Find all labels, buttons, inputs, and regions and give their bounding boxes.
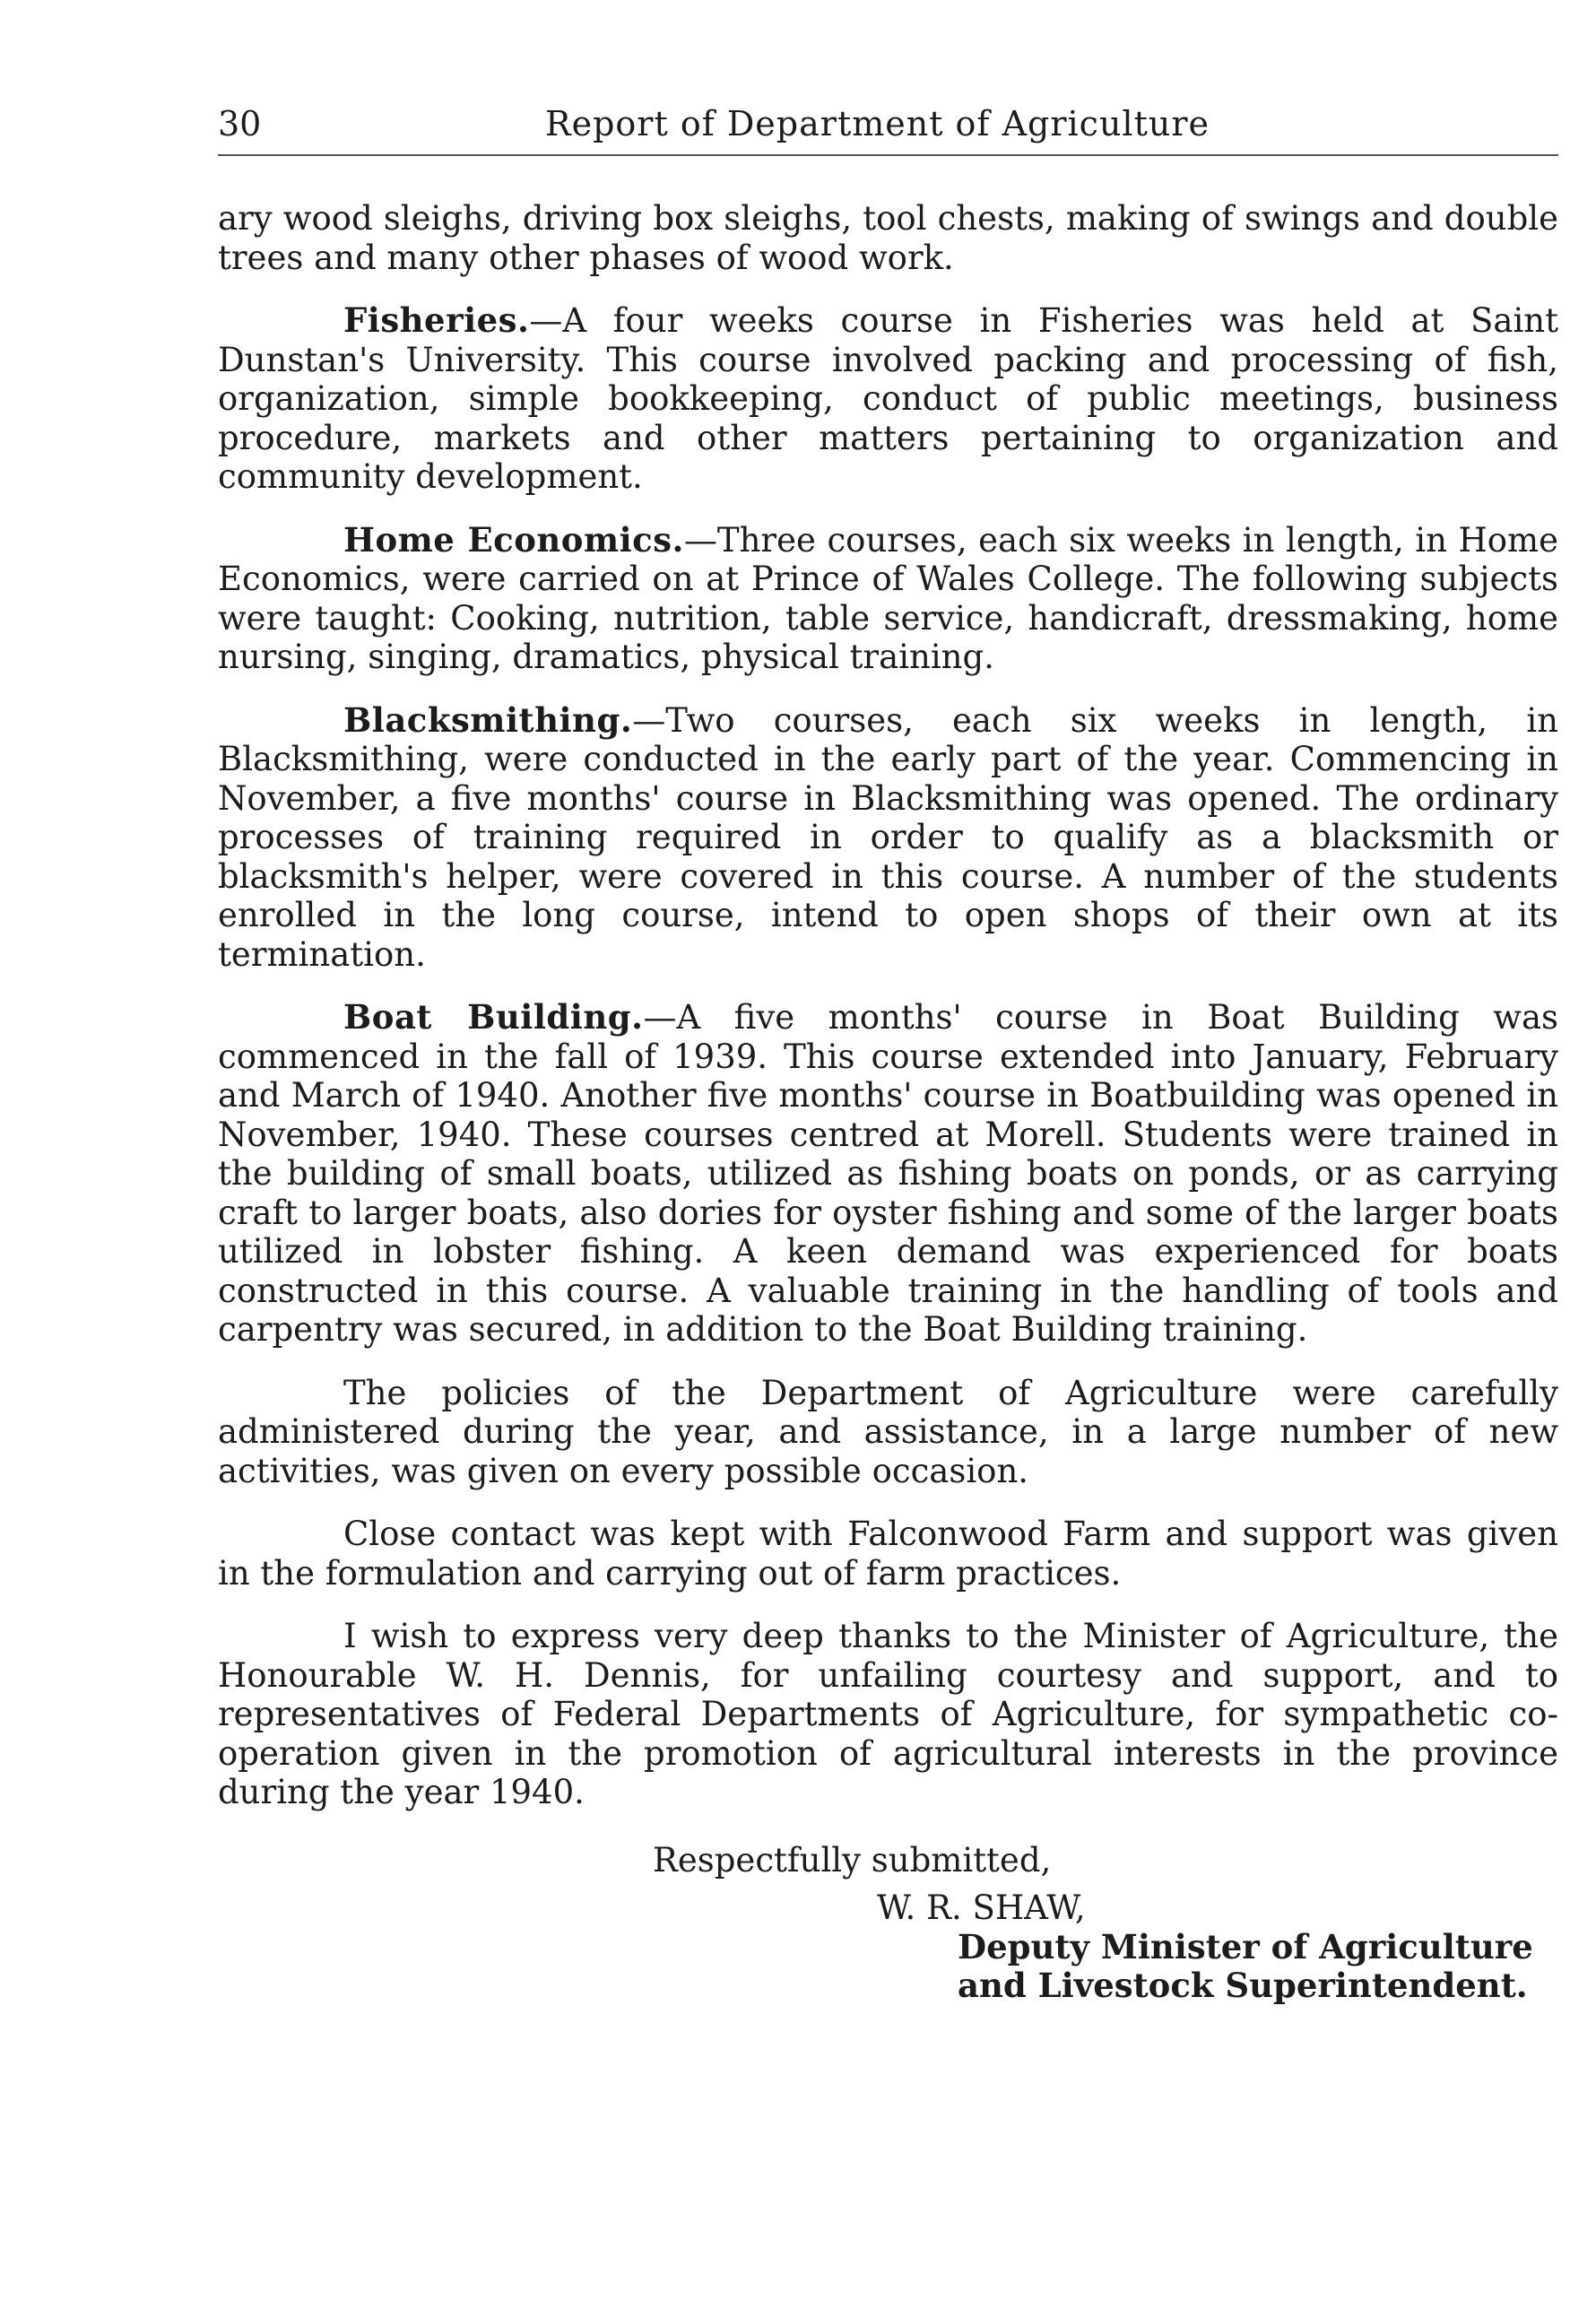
salutation: Respectfully submitted, — [653, 1840, 1052, 1880]
section-heading: Blacksmithing. — [343, 699, 633, 740]
signer-title-line-2: and Livestock Superintendent. — [958, 1966, 1528, 2005]
section-heading: Fisheries. — [343, 300, 530, 340]
closing-block — [218, 1841, 1558, 2006]
paragraph-text: —A four weeks course in Fisheries was held at Saint Dunstan's University. This course involved packing and processing of fish, organization, simple bookkeeping, conduct of public meetings, business procedure, markets and other matters pertaining to organization and community development. — [218, 301, 1558, 496]
page-number: 30 — [218, 104, 262, 143]
paragraph-continuation — [218, 199, 1558, 277]
paragraph-text: —Three courses, each six weeks in length, in Home Economics, were carried on at Prince of Wales College. The following subjects were taught: Cooking, nutrition, table service, handicraft, dressmaking, home nursing, singing, dramatics, physical training. — [218, 520, 1558, 676]
paragraph-blacksmithing — [218, 701, 1558, 975]
running-title: Report of Department of Agriculture — [545, 104, 1210, 143]
page-header — [218, 97, 1558, 156]
paragraph-home-economics — [218, 521, 1558, 677]
paragraph-text: —A five months' course in Boat Building was commenced in the fall of 1939. This course extended into January, February and March of 1940. Another five months' course in Boatbuilding was opened in November, 1940. These courses centred at Morell. Students were trained in the building of small boats, utilized as fishing boats on ponds, or as carrying craft to larger boats, also dories for oyster fishing and some of the larger boats utilized in lobster fishing. A keen demand was experienced for boats constructed in this course. A valuable training in the handling of tools and carpentry was secured, in addition to the Boat Building training. — [218, 998, 1558, 1349]
paragraph-fisheries — [218, 301, 1558, 497]
paragraph-text: I wish to express very deep thanks to the Minister of Agriculture, the Honourable W. H. Dennis, for unfailing courtesy and support, and to representatives of Federal Departments of Agriculture, for sympathetic co-operation given in the promotion of agricultural interests in the province during the year 1940. — [218, 1617, 1558, 1811]
paragraph-policies — [218, 1374, 1558, 1491]
paragraph-falconwood — [218, 1515, 1558, 1593]
paragraph-text: The policies of the Department of Agriculture were carefully administered during the year, and assistance, in a large number of new activities, was given on every possible occasion. — [218, 1373, 1558, 1490]
signer-title-line-1: Deputy Minister of Agriculture — [958, 1926, 1533, 1966]
paragraph-thanks — [218, 1617, 1558, 1812]
section-heading: Boat Building. — [343, 997, 644, 1037]
paragraph-boat-building — [218, 998, 1558, 1350]
signer-name: W. R. SHAW, — [877, 1888, 1086, 1927]
paragraph-text: —Two courses, each six weeks in length, in Blacksmithing, were conducted in the early part of the year. Commencing in November, a five months' course in Blacksmithing was opened. The ordinary processes of training required in order to qualify as a blacksmith or blacksmith's helper, were covered in this course. A number of the students enrolled in the long course, intend to open shops of their own at its termination. — [218, 700, 1558, 974]
document-body — [218, 199, 1558, 2006]
paragraph-text: Close contact was kept with Falconwood Farm and support was given in the formulation and carrying out of farm practices. — [218, 1515, 1558, 1593]
paragraph-text: ary wood sleighs, driving box sleighs, tool chests, making of swings and double trees and many other phases of wood work. — [218, 199, 1558, 277]
section-heading: Home Economics. — [343, 519, 684, 560]
